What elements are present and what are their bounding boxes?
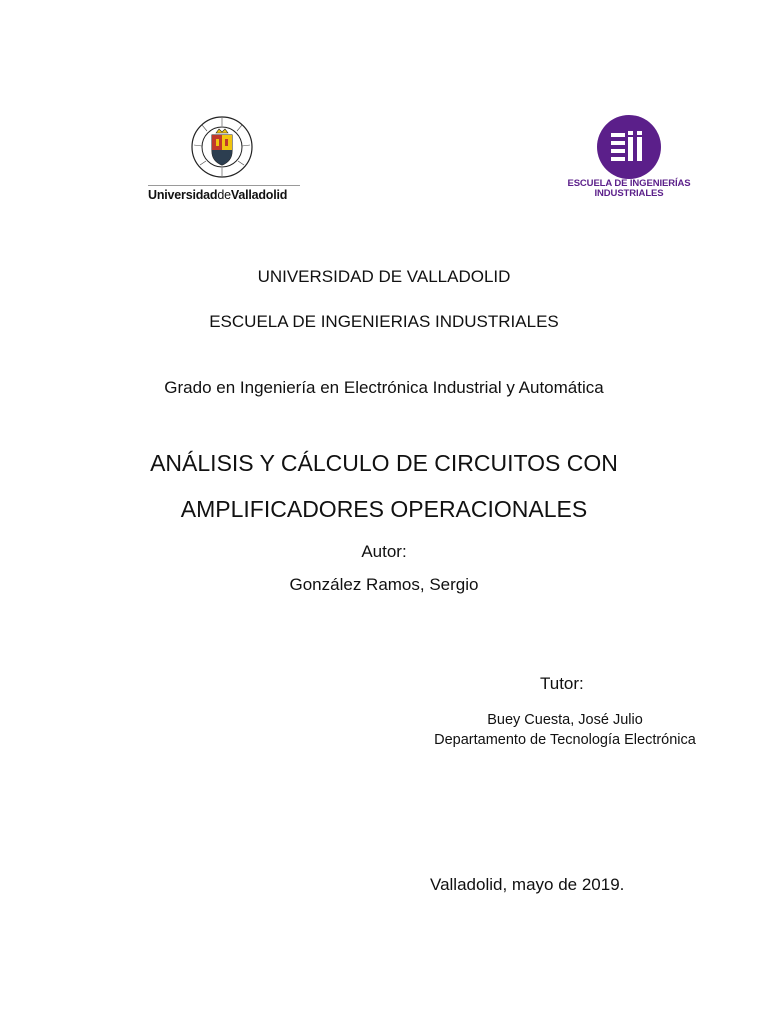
wordmark-de: de [217,188,231,202]
degree-name: Grado en Ingeniería en Electrónica Industrial y Automática [164,378,604,397]
place-and-date: Valladolid, mayo de 2019. [430,875,625,894]
eii-emblem-icon [597,115,661,179]
logo-divider [148,185,300,186]
eii-logo [560,113,700,208]
tutor-info [430,710,700,750]
thesis-title-line-1: ANÁLISIS Y CÁLCULO DE CIRCUITOS CON [150,450,618,476]
author-name: González Ramos, Sergio [289,575,479,594]
tutor-name: Buey Cuesta, José Julio [487,712,643,728]
author-label: Autor: [361,542,407,561]
wordmark-valladolid: Valladolid [230,188,288,202]
university-name: UNIVERSIDAD DE VALLADOLID [257,267,511,286]
eii-logo-text: ESCUELA DE INGENIERÍAS INDUSTRIALES [567,178,691,199]
university-seal-icon [190,115,254,179]
thesis-title-line-2: AMPLIFICADORES OPERACIONALES [180,496,588,522]
tutor-label: Tutor: [540,674,584,693]
school-name: ESCUELA DE INGENIERIAS INDUSTRIALES [209,312,559,331]
tutor-department: Departamento de Tecnología Electrónica [434,732,696,748]
wordmark-universidad: Universidad [148,188,218,202]
uva-wordmark [148,188,287,202]
uva-logo [148,115,308,205]
